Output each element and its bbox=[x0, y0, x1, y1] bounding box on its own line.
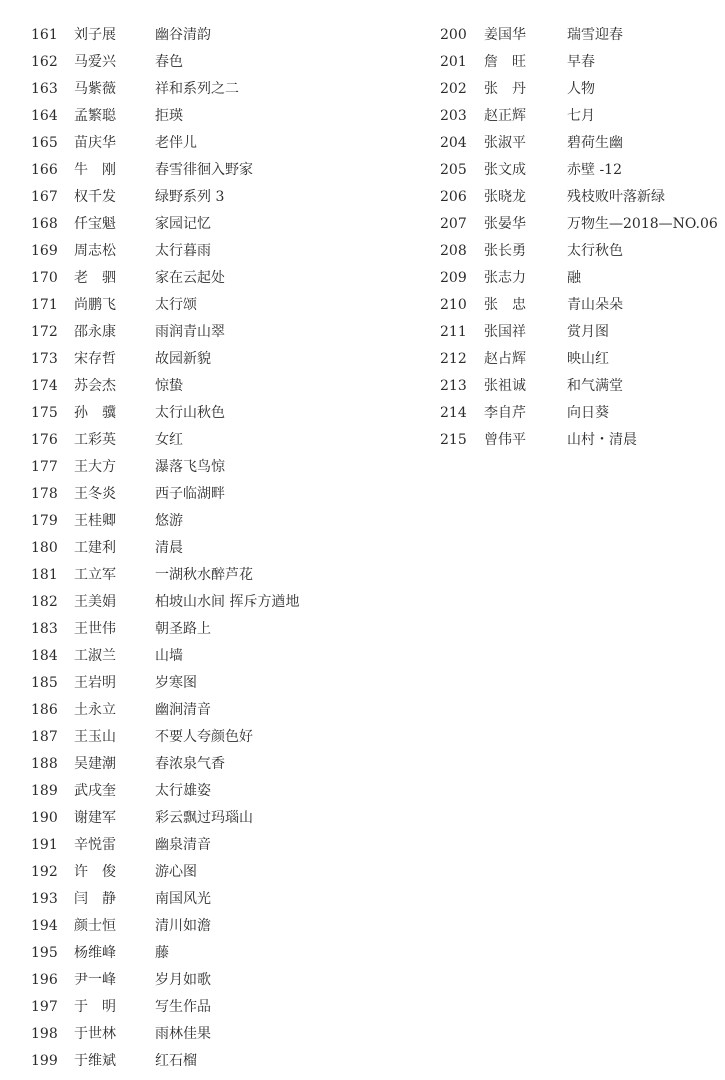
entry-number: 215 bbox=[440, 432, 467, 448]
artwork-title: 清晨 bbox=[155, 540, 183, 556]
artwork-title: 青山朵朵 bbox=[567, 297, 623, 313]
artist-name: 赵占辉 bbox=[484, 351, 526, 367]
artist-name: 王美娟 bbox=[74, 594, 116, 610]
entry-number: 178 bbox=[31, 486, 58, 502]
artist-name: 吴建潮 bbox=[74, 756, 116, 772]
artwork-title: 老伴儿 bbox=[155, 135, 197, 151]
artist-name: 许 俊 bbox=[74, 864, 116, 880]
entry-number: 168 bbox=[31, 216, 58, 232]
artwork-title: 祥和系列之二 bbox=[155, 81, 239, 97]
entry-number: 161 bbox=[31, 27, 58, 43]
artist-name: 王玉山 bbox=[74, 729, 116, 745]
artwork-title: 太行雄姿 bbox=[155, 783, 211, 799]
entry-number: 193 bbox=[31, 891, 58, 907]
artwork-title: 赏月图 bbox=[567, 324, 609, 340]
entry-number: 194 bbox=[31, 918, 58, 934]
artist-name: 权千发 bbox=[74, 189, 116, 205]
artist-name: 王岩明 bbox=[74, 675, 116, 691]
entry-number: 169 bbox=[31, 243, 58, 259]
artist-name: 于 明 bbox=[74, 999, 116, 1015]
entry-number: 200 bbox=[440, 27, 467, 43]
artist-name: 张国祥 bbox=[484, 324, 526, 340]
artwork-title: 春浓泉气香 bbox=[155, 756, 225, 772]
artist-name: 辛悦雷 bbox=[74, 837, 116, 853]
entry-number: 187 bbox=[31, 729, 58, 745]
artwork-title: 瑞雪迎春 bbox=[567, 27, 623, 43]
entry-number: 210 bbox=[440, 297, 467, 313]
artist-name: 邵永康 bbox=[74, 324, 116, 340]
artwork-title: 柏坡山水间 挥斥方遒地 bbox=[155, 594, 300, 610]
artwork-title: 一湖秋水醉芦花 bbox=[155, 567, 253, 583]
artwork-title: 藤 bbox=[155, 945, 169, 961]
entry-number: 211 bbox=[440, 324, 467, 340]
artwork-title: 春色 bbox=[155, 54, 183, 70]
entry-number: 192 bbox=[31, 864, 58, 880]
artwork-title: 南国风光 bbox=[155, 891, 211, 907]
artwork-title: 红石榴 bbox=[155, 1053, 197, 1069]
artist-name: 杨维峰 bbox=[74, 945, 116, 961]
entry-number: 172 bbox=[31, 324, 58, 340]
artwork-title: 朝圣路上 bbox=[155, 621, 211, 637]
artist-name: 仟宝魁 bbox=[74, 216, 116, 232]
entry-number: 180 bbox=[31, 540, 58, 556]
artist-name: 周志松 bbox=[74, 243, 116, 259]
artist-name: 颜士恒 bbox=[74, 918, 116, 934]
artist-name: 詹 旺 bbox=[484, 54, 526, 70]
artist-name: 马爱兴 bbox=[74, 54, 116, 70]
artwork-title: 雨林佳果 bbox=[155, 1026, 211, 1042]
artist-name: 姜国华 bbox=[484, 27, 526, 43]
entry-number: 165 bbox=[31, 135, 58, 151]
artist-name: 张文成 bbox=[484, 162, 526, 178]
artist-name: 工建利 bbox=[74, 540, 116, 556]
artist-name: 闫 静 bbox=[74, 891, 116, 907]
artwork-title: 七月 bbox=[567, 108, 595, 124]
entry-number: 186 bbox=[31, 702, 58, 718]
entry-number: 203 bbox=[440, 108, 467, 124]
entry-number: 213 bbox=[440, 378, 467, 394]
entry-number: 184 bbox=[31, 648, 58, 664]
artwork-title: 山村・清晨 bbox=[567, 432, 637, 448]
artwork-title: 瀑落飞鸟惊 bbox=[155, 459, 225, 475]
artist-name: 工彩英 bbox=[74, 432, 116, 448]
artist-name: 张淑平 bbox=[484, 135, 526, 151]
artist-name: 于世林 bbox=[74, 1026, 116, 1042]
artist-name: 张祖诚 bbox=[484, 378, 526, 394]
artwork-title: 万物生—2018—NO.06 bbox=[567, 216, 718, 232]
artwork-title: 融 bbox=[567, 270, 581, 286]
entry-number: 181 bbox=[31, 567, 58, 583]
entry-number: 162 bbox=[31, 54, 58, 70]
entry-number: 201 bbox=[440, 54, 467, 70]
artist-name: 谢建军 bbox=[74, 810, 116, 826]
entry-number: 191 bbox=[31, 837, 58, 853]
artwork-title: 女红 bbox=[155, 432, 183, 448]
artwork-title: 彩云飘过玛瑙山 bbox=[155, 810, 253, 826]
entry-number: 173 bbox=[31, 351, 58, 367]
artist-name: 尚鹏飞 bbox=[74, 297, 116, 313]
artwork-title: 幽涧清音 bbox=[155, 702, 211, 718]
artwork-title: 幽泉清音 bbox=[155, 837, 211, 853]
artwork-title: 太行山秋色 bbox=[155, 405, 225, 421]
entry-number: 185 bbox=[31, 675, 58, 691]
entry-number: 171 bbox=[31, 297, 58, 313]
entry-number: 206 bbox=[440, 189, 467, 205]
artwork-title: 残枝败叶落新绿 bbox=[567, 189, 665, 205]
artwork-title: 山墙 bbox=[155, 648, 183, 664]
artist-name: 老 驷 bbox=[74, 270, 116, 286]
artwork-title: 碧荷生幽 bbox=[567, 135, 623, 151]
artist-name: 张 丹 bbox=[484, 81, 526, 97]
artwork-title: 西子临湖畔 bbox=[155, 486, 225, 502]
entry-number: 177 bbox=[31, 459, 58, 475]
artwork-title: 雨润青山翠 bbox=[155, 324, 225, 340]
entry-number: 182 bbox=[31, 594, 58, 610]
artist-name: 工淑兰 bbox=[74, 648, 116, 664]
entry-number: 176 bbox=[31, 432, 58, 448]
artist-name: 苏会杰 bbox=[74, 378, 116, 394]
entry-number: 170 bbox=[31, 270, 58, 286]
entry-number: 164 bbox=[31, 108, 58, 124]
artwork-title: 岁寒图 bbox=[155, 675, 197, 691]
artist-name: 刘子展 bbox=[74, 27, 116, 43]
artist-name: 于维斌 bbox=[74, 1053, 116, 1069]
artist-name: 王大方 bbox=[74, 459, 116, 475]
entry-number: 195 bbox=[31, 945, 58, 961]
artwork-title: 赤壁 -12 bbox=[567, 162, 622, 178]
artist-name: 孟繁聪 bbox=[74, 108, 116, 124]
entry-number: 212 bbox=[440, 351, 467, 367]
entry-number: 175 bbox=[31, 405, 58, 421]
entry-number: 198 bbox=[31, 1026, 58, 1042]
artwork-title: 映山红 bbox=[567, 351, 609, 367]
artwork-title: 太行颂 bbox=[155, 297, 197, 313]
artwork-title: 不要人夸颜色好 bbox=[155, 729, 253, 745]
artwork-title: 春雪徘徊入野家 bbox=[155, 162, 253, 178]
artwork-title: 惊蛰 bbox=[155, 378, 183, 394]
artist-name: 工立军 bbox=[74, 567, 116, 583]
entry-number: 174 bbox=[31, 378, 58, 394]
entry-number: 196 bbox=[31, 972, 58, 988]
artist-name: 马紫薇 bbox=[74, 81, 116, 97]
artwork-title: 绿野系列 3 bbox=[155, 189, 225, 205]
artist-name: 王冬炎 bbox=[74, 486, 116, 502]
artist-name: 宋存哲 bbox=[74, 351, 116, 367]
artist-name: 土永立 bbox=[74, 702, 116, 718]
artwork-title: 太行暮雨 bbox=[155, 243, 211, 259]
artist-name: 张晓龙 bbox=[484, 189, 526, 205]
artist-name: 张晏华 bbox=[484, 216, 526, 232]
entry-number: 188 bbox=[31, 756, 58, 772]
artwork-title: 悠游 bbox=[155, 513, 183, 529]
artwork-title: 岁月如歌 bbox=[155, 972, 211, 988]
artwork-title: 家在云起处 bbox=[155, 270, 225, 286]
entry-number: 199 bbox=[31, 1053, 58, 1069]
artwork-title: 向日葵 bbox=[567, 405, 609, 421]
artist-name: 王桂卿 bbox=[74, 513, 116, 529]
artist-name: 武戌奎 bbox=[74, 783, 116, 799]
artwork-title: 太行秋色 bbox=[567, 243, 623, 259]
artwork-title: 人物 bbox=[567, 81, 595, 97]
entry-number: 202 bbox=[440, 81, 467, 97]
artwork-title: 游心图 bbox=[155, 864, 197, 880]
artwork-title: 故园新貌 bbox=[155, 351, 211, 367]
entry-number: 207 bbox=[440, 216, 467, 232]
artist-name: 赵正辉 bbox=[484, 108, 526, 124]
entry-number: 183 bbox=[31, 621, 58, 637]
entry-number: 209 bbox=[440, 270, 467, 286]
artist-name: 曾伟平 bbox=[484, 432, 526, 448]
artwork-title: 和气满堂 bbox=[567, 378, 623, 394]
artist-name: 张志力 bbox=[484, 270, 526, 286]
entry-number: 167 bbox=[31, 189, 58, 205]
entry-number: 190 bbox=[31, 810, 58, 826]
artwork-title: 家园记忆 bbox=[155, 216, 211, 232]
entry-number: 166 bbox=[31, 162, 58, 178]
entry-number: 205 bbox=[440, 162, 467, 178]
artist-name: 苗庆华 bbox=[74, 135, 116, 151]
artist-name: 张长勇 bbox=[484, 243, 526, 259]
artist-name: 牛 刚 bbox=[74, 162, 116, 178]
entry-number: 179 bbox=[31, 513, 58, 529]
artist-name: 李自芹 bbox=[484, 405, 526, 421]
entry-number: 204 bbox=[440, 135, 467, 151]
artist-name: 尹一峰 bbox=[74, 972, 116, 988]
entry-number: 197 bbox=[31, 999, 58, 1015]
entry-number: 189 bbox=[31, 783, 58, 799]
artist-name: 孙 骥 bbox=[74, 405, 116, 421]
artwork-title: 拒瑛 bbox=[155, 108, 183, 124]
artwork-title: 清川如澹 bbox=[155, 918, 211, 934]
entry-number: 208 bbox=[440, 243, 467, 259]
artist-name: 王世伟 bbox=[74, 621, 116, 637]
artwork-title: 写生作品 bbox=[155, 999, 211, 1015]
artwork-title: 幽谷清韵 bbox=[155, 27, 211, 43]
entry-number: 163 bbox=[31, 81, 58, 97]
artwork-title: 早春 bbox=[567, 54, 595, 70]
entry-number: 214 bbox=[440, 405, 467, 421]
artist-name: 张 忠 bbox=[484, 297, 526, 313]
